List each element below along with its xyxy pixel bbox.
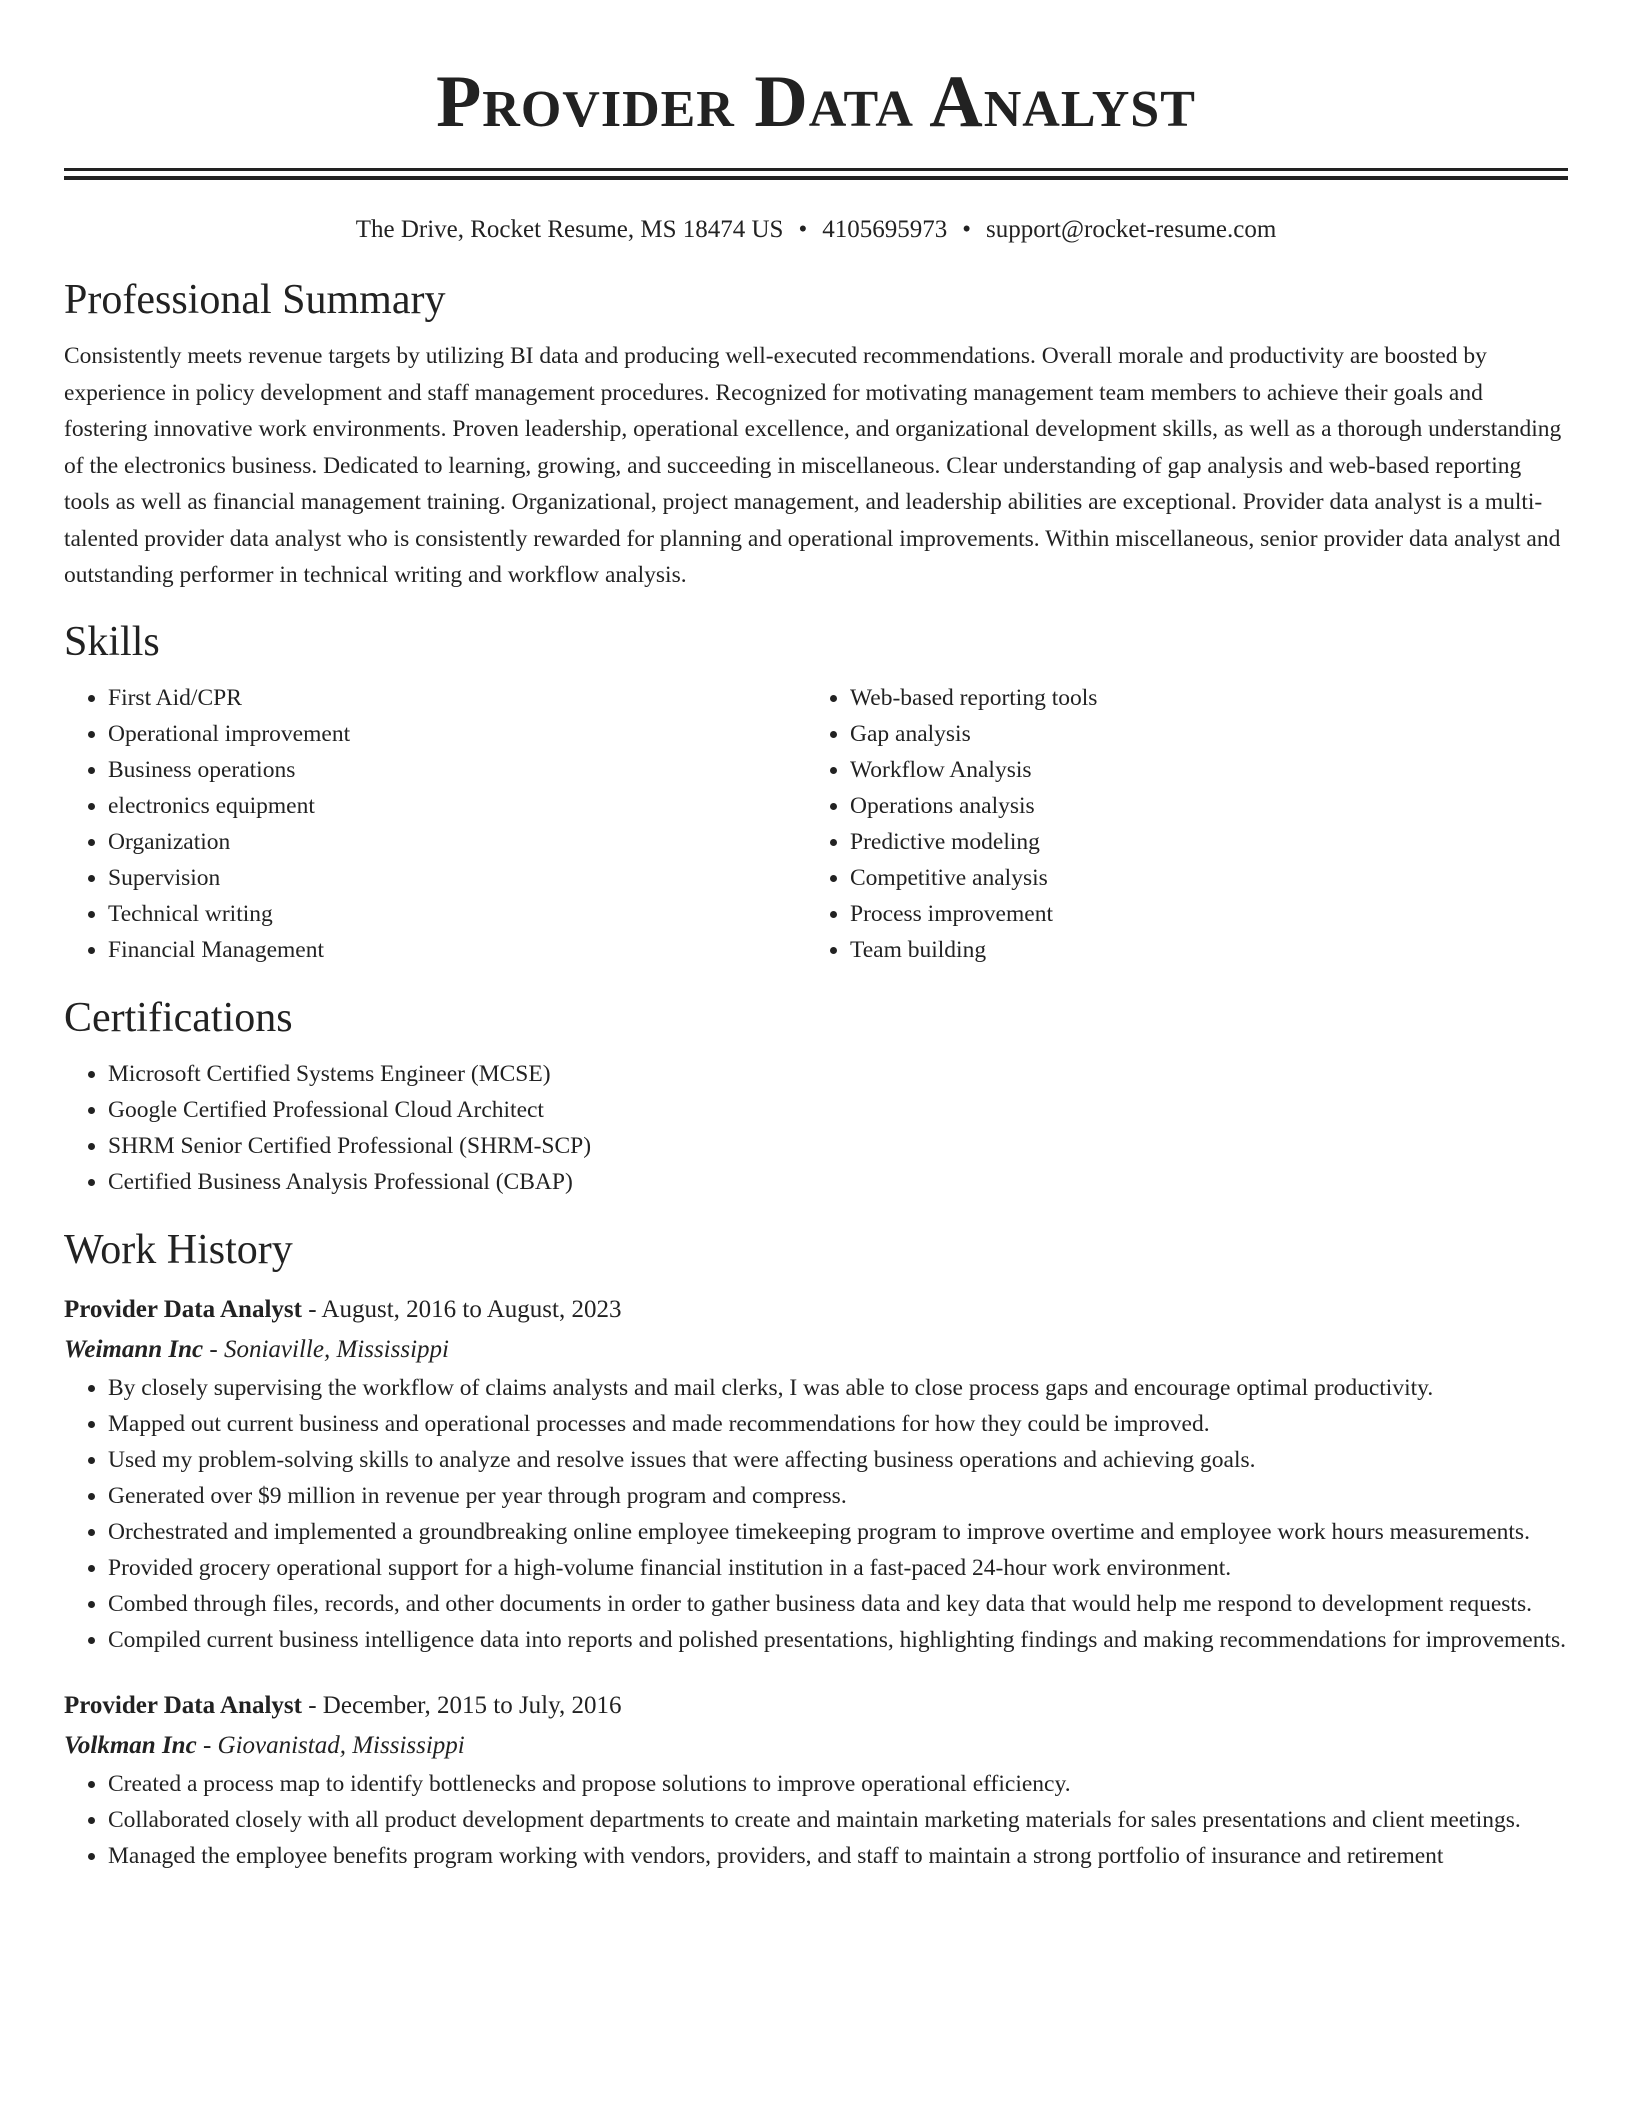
resume-title: Provider Data Analyst xyxy=(436,61,1196,143)
job-bullet: • Created a process map to identify bottlenecks and propose solutions to improve operational efficiency. xyxy=(108,1766,1568,1802)
job-bullet: • Compiled current business intelligence data into reports and polished presentations, highlighting findings and making recommendations for improvements. xyxy=(108,1622,1568,1658)
certification-item: • SHRM Senior Certified Professional (SHRM-SCP) xyxy=(108,1128,1568,1164)
skill-item: • Business operations xyxy=(108,752,806,788)
skill-item: • Workflow Analysis xyxy=(850,752,1548,788)
skill-item: • Competitive analysis xyxy=(850,860,1548,896)
job-bullets xyxy=(64,1766,1568,1874)
job-company: Weimann Inc xyxy=(64,1335,204,1363)
skill-item: • Operations analysis xyxy=(850,788,1548,824)
job-location: - Giovanistad, Mississippi xyxy=(196,1731,465,1759)
job-company-line xyxy=(64,1330,1568,1370)
skills-section xyxy=(64,616,1568,968)
job-bullet: • Collaborated closely with all product development departments to create and maintain marketing materials for sales presentations and client meetings. xyxy=(108,1802,1568,1838)
job-bullet: • Used my problem-solving skills to analyze and resolve issues that were affecting business operations and achieving goals. xyxy=(108,1442,1568,1478)
skills-columns xyxy=(64,680,1568,968)
contact-line xyxy=(64,214,1568,246)
job-title: Provider Data Analyst xyxy=(64,1295,302,1323)
job-bullet: • Managed the employee benefits program working with vendors, providers, and staff to maintain a strong portfolio of insurance and retirement xyxy=(108,1838,1568,1874)
work-history-section xyxy=(64,1224,1568,1874)
summary-heading: Professional Summary xyxy=(64,277,446,323)
skill-item: • Supervision xyxy=(108,860,806,896)
job-dates: - December, 2015 to July, 2016 xyxy=(301,1691,622,1719)
job-company-line xyxy=(64,1726,1568,1766)
contact-email: support@rocket-resume.com xyxy=(985,216,1277,243)
contact-address: The Drive, Rocket Resume, MS 18474 US xyxy=(355,216,784,243)
skills-column-left xyxy=(64,680,806,968)
job-bullet: • Generated over $9 million in revenue per year through program and compress. xyxy=(108,1478,1568,1514)
job-entry xyxy=(64,1290,1568,1658)
title-divider xyxy=(64,168,1568,180)
job-bullets xyxy=(64,1370,1568,1658)
skill-item: • Operational improvement xyxy=(108,716,806,752)
job-company: Volkman Inc xyxy=(64,1731,197,1759)
summary-section xyxy=(64,274,1568,594)
job-bullet: • Orchestrated and implemented a groundbreaking online employee timekeeping program to improve overtime and employee work hours measurements. xyxy=(108,1514,1568,1550)
certifications-heading: Certifications xyxy=(64,994,293,1041)
certifications-list xyxy=(64,1056,1568,1200)
job-title-line xyxy=(64,1686,1568,1726)
contact-phone: 4105695973 xyxy=(822,216,948,243)
job-bullet: • Mapped out current business and operational processes and made recommendations for how they could be improved. xyxy=(108,1406,1568,1442)
skill-item: • First Aid/CPR xyxy=(108,680,806,716)
job-bullet: • Provided grocery operational support for a high-volume financial institution in a fast-paced 24-hour work environment. xyxy=(108,1550,1568,1586)
skill-item: • Financial Management xyxy=(108,932,806,968)
skill-item: • Gap analysis xyxy=(850,716,1548,752)
skill-item: • Team building xyxy=(850,932,1548,968)
skills-heading: Skills xyxy=(64,618,160,665)
skill-item: • electronics equipment xyxy=(108,788,806,824)
certifications-section xyxy=(64,992,1568,1200)
job-title-line xyxy=(64,1290,1568,1330)
job-location: - Soniaville, Mississippi xyxy=(203,1335,449,1363)
contact-separator: • xyxy=(798,216,808,243)
skill-item: • Technical writing xyxy=(108,896,806,932)
skills-column-right xyxy=(806,680,1548,968)
job-bullet: • By closely supervising the workflow of claims analysts and mail clerks, I was able to close process gaps and encourage optimal productivity. xyxy=(108,1370,1568,1406)
certification-item: • Certified Business Analysis Professional (CBAP) xyxy=(108,1164,1568,1200)
certification-item: • Google Certified Professional Cloud Architect xyxy=(108,1092,1568,1128)
work-history-heading: Work History xyxy=(64,1226,293,1273)
contact-separator: • xyxy=(962,216,971,243)
certification-item: • Microsoft Certified Systems Engineer (MCSE) xyxy=(108,1056,1568,1092)
skill-item: • Organization xyxy=(108,824,806,860)
job-title: Provider Data Analyst xyxy=(64,1691,302,1719)
job-bullet: • Combed through files, records, and other documents in order to gather business data and key data that would help me respond to development requests. xyxy=(108,1586,1568,1622)
job-dates: - August, 2016 to August, 2023 xyxy=(301,1295,622,1323)
summary-text: Consistently meets revenue targets by utilizing BI data and producing well-executed recommendations. Overall morale and productivity are boosted by experience in policy development and staff management procedures. Recognized for motivating management team members to achieve their goals and fostering innovative work environments. Proven leadership, operational excellence, and organizational development skills, as well as a thorough understanding of the electronics business. Dedicated to learning, growing, and succeeding in miscellaneous. Clear understanding of gap analysis and web-based reporting tools as well as financial management training. Organizational, project management, and leadership abilities are exceptional. Provider data analyst is a multi-talented provider data analyst who is consistently rewarded for planning and operational improvements. Within miscellaneous, senior provider data analyst and outstanding performer in technical writing and workflow analysis. xyxy=(64,343,1562,588)
skill-item: • Process improvement xyxy=(850,896,1548,932)
skill-item: • Web-based reporting tools xyxy=(850,680,1548,716)
skill-item: • Predictive modeling xyxy=(850,824,1548,860)
job-entry xyxy=(64,1686,1568,1874)
